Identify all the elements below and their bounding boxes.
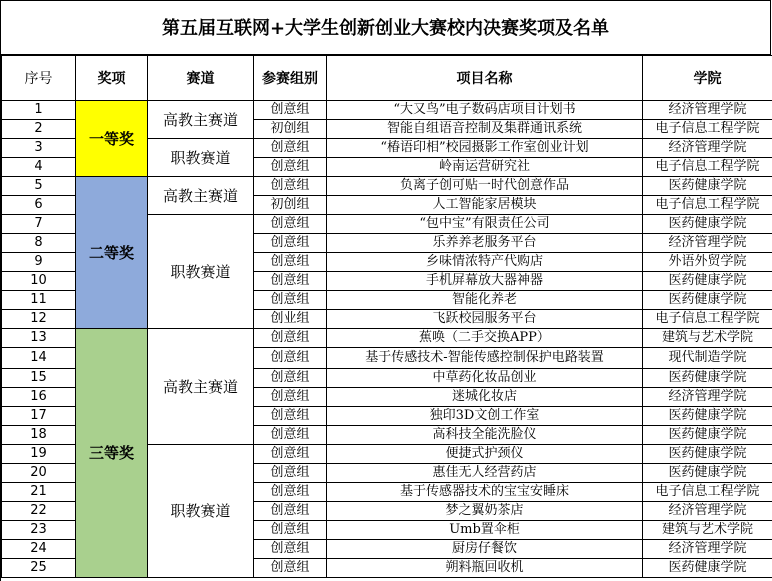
college-cell: 建筑与艺术学院 xyxy=(643,521,772,540)
track-cell: 职教赛道 xyxy=(148,139,254,177)
seq-cell: 23 xyxy=(2,521,76,540)
college-cell: 医药健康学院 xyxy=(643,464,772,483)
seq-cell: 8 xyxy=(2,234,76,253)
college-cell: 电子信息工程学院 xyxy=(643,120,772,139)
group-cell: 创意组 xyxy=(254,139,327,158)
track-cell: 高教主赛道 xyxy=(148,177,254,215)
project-cell: 朔料瓶回收机 xyxy=(327,559,643,578)
header-seq: 序号 xyxy=(2,56,76,101)
track-cell: 职教赛道 xyxy=(148,445,254,578)
college-cell: 医药健康学院 xyxy=(643,291,772,310)
project-cell: 高科技全能洗脸仪 xyxy=(327,426,643,445)
group-cell: 创意组 xyxy=(254,407,327,426)
college-cell: 医药健康学院 xyxy=(643,426,772,445)
seq-cell: 4 xyxy=(2,158,76,177)
seq-cell: 18 xyxy=(2,426,76,445)
group-cell: 创意组 xyxy=(254,502,327,521)
header-award: 奖项 xyxy=(76,56,148,101)
group-cell: 创意组 xyxy=(254,426,327,445)
seq-cell: 22 xyxy=(2,502,76,521)
seq-cell: 17 xyxy=(2,407,76,426)
group-cell: 初创组 xyxy=(254,120,327,139)
project-cell: 独印3D文创工作室 xyxy=(327,407,643,426)
project-cell: 惠佳无人经营药店 xyxy=(327,464,643,483)
project-cell: 人工智能家居模块 xyxy=(327,196,643,215)
college-cell: 医药健康学院 xyxy=(643,445,772,464)
table-row xyxy=(2,177,772,196)
group-cell: 创意组 xyxy=(254,177,327,196)
seq-cell: 11 xyxy=(2,291,76,310)
project-cell: 基于传感技术-智能传感控制保护电路装置 xyxy=(327,348,643,369)
header-project: 项目名称 xyxy=(327,56,643,101)
seq-cell: 12 xyxy=(2,310,76,329)
seq-cell: 19 xyxy=(2,445,76,464)
award-third: 三等奖 xyxy=(76,329,148,578)
group-cell: 创意组 xyxy=(254,540,327,559)
college-cell: 医药健康学院 xyxy=(643,559,772,578)
project-cell: “包中宝”有限责任公司 xyxy=(327,215,643,234)
project-cell: 梦之翼奶茶店 xyxy=(327,502,643,521)
seq-cell: 14 xyxy=(2,348,76,369)
group-cell: 创意组 xyxy=(254,445,327,464)
header-track: 赛道 xyxy=(148,56,254,101)
college-cell: 经济管理学院 xyxy=(643,101,772,120)
project-cell: Umb置伞柜 xyxy=(327,521,643,540)
seq-cell: 1 xyxy=(2,101,76,120)
project-cell: 智能自组语音控制及集群通讯系统 xyxy=(327,120,643,139)
group-cell: 创意组 xyxy=(254,291,327,310)
college-cell: 现代制造学院 xyxy=(643,348,772,369)
track-cell: 高教主赛道 xyxy=(148,101,254,139)
college-cell: 建筑与艺术学院 xyxy=(643,329,772,348)
project-cell: 负离子创可贴一时代创意作品 xyxy=(327,177,643,196)
college-cell: 医药健康学院 xyxy=(643,215,772,234)
project-cell: 乐养养老服务平台 xyxy=(327,234,643,253)
group-cell: 创意组 xyxy=(254,464,327,483)
group-cell: 创意组 xyxy=(254,215,327,234)
college-cell: 电子信息工程学院 xyxy=(643,483,772,502)
project-cell: 岭南运营研究社 xyxy=(327,158,643,177)
project-cell: 乡味情浓特产代购店 xyxy=(327,253,643,272)
table-row xyxy=(2,329,772,348)
seq-cell: 16 xyxy=(2,388,76,407)
group-cell: 创意组 xyxy=(254,234,327,253)
group-cell: 创意组 xyxy=(254,101,327,120)
seq-cell: 25 xyxy=(2,559,76,578)
seq-cell: 13 xyxy=(2,329,76,348)
seq-cell: 7 xyxy=(2,215,76,234)
table-row xyxy=(2,101,772,120)
seq-cell: 24 xyxy=(2,540,76,559)
college-cell: 经济管理学院 xyxy=(643,540,772,559)
college-cell: 外语外贸学院 xyxy=(643,253,772,272)
project-cell: 智能化养老 xyxy=(327,291,643,310)
group-cell: 创意组 xyxy=(254,483,327,502)
sheet-title: 第五届互联网+大学生创新创业大赛校内决赛奖项及名单 xyxy=(1,0,771,55)
award-table xyxy=(1,55,772,578)
group-cell: 创意组 xyxy=(254,272,327,291)
seq-cell: 9 xyxy=(2,253,76,272)
project-cell: 基于传感器技术的宝宝安睡床 xyxy=(327,483,643,502)
project-cell: 蕉唤（二手交换APP） xyxy=(327,329,643,348)
group-cell: 创意组 xyxy=(254,388,327,407)
seq-cell: 5 xyxy=(2,177,76,196)
track-cell: 高教主赛道 xyxy=(148,329,254,445)
seq-cell: 20 xyxy=(2,464,76,483)
seq-cell: 21 xyxy=(2,483,76,502)
project-cell: 迷城化妆店 xyxy=(327,388,643,407)
award-second: 二等奖 xyxy=(76,177,148,329)
project-cell: 厨房仔餐饮 xyxy=(327,540,643,559)
header-college: 学院 xyxy=(643,56,772,101)
seq-cell: 6 xyxy=(2,196,76,215)
college-cell: 经济管理学院 xyxy=(643,139,772,158)
group-cell: 创意组 xyxy=(254,559,327,578)
seq-cell: 2 xyxy=(2,120,76,139)
group-cell: 创意组 xyxy=(254,158,327,177)
header-group: 参赛组别 xyxy=(254,56,327,101)
seq-cell: 15 xyxy=(2,369,76,388)
header-row xyxy=(2,56,772,101)
group-cell: 创意组 xyxy=(254,348,327,369)
group-cell: 创意组 xyxy=(254,253,327,272)
project-cell: 飞跃校园服务平台 xyxy=(327,310,643,329)
college-cell: 电子信息工程学院 xyxy=(643,310,772,329)
college-cell: 经济管理学院 xyxy=(643,234,772,253)
college-cell: 经济管理学院 xyxy=(643,502,772,521)
project-cell: 中草药化妆品创业 xyxy=(327,369,643,388)
college-cell: 电子信息工程学院 xyxy=(643,196,772,215)
seq-cell: 3 xyxy=(2,139,76,158)
project-cell: “椿语印相”校园摄影工作室创业计划 xyxy=(327,139,643,158)
award-first: 一等奖 xyxy=(76,101,148,177)
project-cell: 手机屏幕放大器神器 xyxy=(327,272,643,291)
college-cell: 电子信息工程学院 xyxy=(643,158,772,177)
seq-cell: 10 xyxy=(2,272,76,291)
college-cell: 经济管理学院 xyxy=(643,388,772,407)
group-cell: 创业组 xyxy=(254,310,327,329)
group-cell: 创意组 xyxy=(254,521,327,540)
group-cell: 创意组 xyxy=(254,329,327,348)
college-cell: 医药健康学院 xyxy=(643,369,772,388)
college-cell: 医药健康学院 xyxy=(643,272,772,291)
group-cell: 初创组 xyxy=(254,196,327,215)
project-cell: “大又鸟”电子数码店项目计划书 xyxy=(327,101,643,120)
track-cell: 职教赛道 xyxy=(148,215,254,329)
project-cell: 便捷式护颈仪 xyxy=(327,445,643,464)
college-cell: 医药健康学院 xyxy=(643,177,772,196)
group-cell: 创意组 xyxy=(254,369,327,388)
college-cell: 医药健康学院 xyxy=(643,407,772,426)
